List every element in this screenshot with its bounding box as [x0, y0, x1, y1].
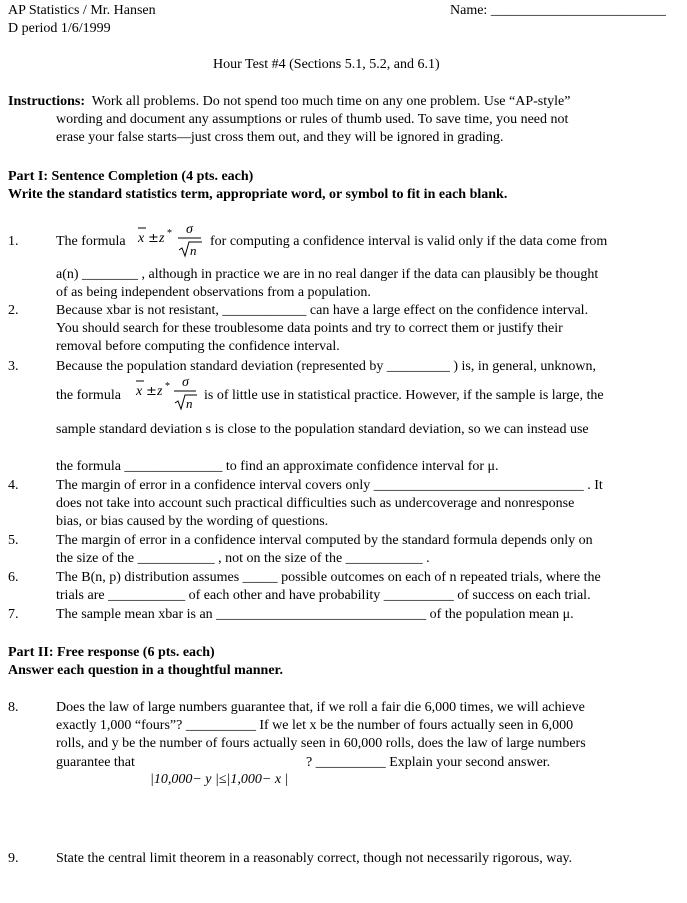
course-title: AP Statistics / Mr. Hansen — [8, 3, 156, 18]
q2-line2: You should search for these troublesome data points and try to correct them or justify their — [56, 321, 563, 336]
q8-line2: exactly 1,000 “fours”? __________ If we let x be the number of fours actually seen in 6,000 — [56, 718, 574, 733]
q9-number: 9. — [8, 851, 19, 866]
q3-formula — [134, 375, 200, 415]
instructions-text-1: Work all problems. Do not spend too much time on any one problem. Use “AP-style” — [91, 94, 571, 109]
q6-line2: trials are ___________ of each other and have probability __________ of success on each trial. — [56, 588, 591, 603]
q3-star: * — [165, 381, 170, 392]
name-field-label: Name: _________________________ — [450, 3, 666, 18]
q2-line3: removal before computing the confidence interval. — [56, 339, 340, 354]
q8-line1: Does the law of large numbers guarantee that, if we roll a fair die 6,000 times, we will achieve — [56, 700, 585, 715]
part1-heading: Part I: Sentence Completion (4 pts. each) — [8, 169, 254, 184]
q1-formula — [136, 222, 208, 262]
q7-number: 7. — [8, 607, 19, 622]
q1-plusminus: ± — [148, 231, 159, 246]
q1-sigma: σ — [186, 222, 193, 237]
test-title: Hour Test #4 (Sections 5.1, 5.2, and 6.1) — [213, 57, 440, 72]
instructions-line2: wording and document any assumptions or rules of thumb used. To save time, you need not — [56, 112, 569, 127]
q3-sigma: σ — [182, 375, 189, 390]
q9-line1: State the central limit theorem in a reasonably correct, though not necessarily rigorous, way. — [56, 851, 573, 866]
part2-heading: Part II: Free response (6 pts. each) — [8, 645, 215, 660]
q1-number: 1. — [8, 234, 19, 249]
q8-line4-pre: guarantee that — [56, 755, 135, 770]
q1-line2: a(n) ________ , although in practice we are in no real danger if the data can plausibly be thought — [56, 267, 599, 282]
period-date: D period 1/6/1999 — [8, 21, 111, 36]
q6-line1: The B(n, p) distribution assumes _____ possible outcomes on each of n repeated trials, where the — [56, 570, 601, 585]
q3-pre: the formula — [56, 388, 121, 403]
q1-line3: of as being independent observations from a population. — [56, 285, 371, 300]
q1-star: * — [167, 228, 172, 239]
instructions-line3: erase your false starts—just cross them out, and they will be ignored in grading. — [56, 130, 504, 145]
q4-line1: The margin of error in a confidence interval covers only ______________________________ . It — [56, 478, 603, 493]
instructions-label: Instructions: — [8, 94, 86, 109]
q8-number: 8. — [8, 700, 19, 715]
q1-line1 — [56, 233, 126, 251]
q8-line3: rolls, and y be the number of fours actually seen in 60,000 rolls, does the law of large numbers — [56, 736, 586, 751]
part1-subheading: Write the standard statistics term, appropriate word, or symbol to fit in each blank. — [8, 187, 508, 202]
q8-inequality: |10,000− y |≤|1,000− x | — [150, 772, 289, 787]
q1-pre: The formula — [56, 234, 126, 249]
q8-line4-post: ? __________ Explain your second answer. — [306, 755, 551, 770]
q1-post: for computing a confidence interval is valid only if the data come from — [210, 234, 608, 249]
q4-line3: bias, or bias caused by the wording of questions. — [56, 514, 329, 529]
q5-line2: the size of the ___________ , not on the size of the ___________ . — [56, 551, 430, 566]
q4-line2: does not take into account such practical difficulties such as undercoverage and nonresponse — [56, 496, 575, 511]
q3-line1: Because the population standard deviation (represented by _________ ) is, in general, unknown, — [56, 359, 597, 374]
q1-z: z — [159, 231, 165, 246]
q5-line1: The margin of error in a confidence interval computed by the standard formula depends only on — [56, 533, 593, 548]
q3-n: n — [186, 396, 193, 411]
q3-plusminus: ± — [146, 384, 157, 399]
q2-number: 2. — [8, 303, 19, 318]
q7-line1: The sample mean xbar is an ______________________________ of the population mean μ. — [56, 607, 574, 622]
q3-post: is of little use in statistical practice. However, if the sample is large, the — [204, 388, 604, 403]
part2-subheading: Answer each question in a thoughtful manner. — [8, 663, 283, 678]
q3-line4: the formula ______________ to find an approximate confidence interval for μ. — [56, 459, 499, 474]
q5-number: 5. — [8, 533, 19, 548]
q1-n: n — [190, 243, 197, 258]
q2-line1: Because xbar is not resistant, ____________ can have a large effect on the confidence interval. — [56, 303, 589, 318]
q3-xbar: x — [136, 384, 143, 399]
q3-number: 3. — [8, 359, 19, 374]
q6-number: 6. — [8, 570, 19, 585]
q3-z: z — [157, 384, 163, 399]
q1-xbar: x — [138, 231, 145, 246]
q4-number: 4. — [8, 478, 19, 493]
q3-line3: sample standard deviation s is close to the population standard deviation, so we can instead use — [56, 422, 589, 437]
instructions-line1 — [8, 93, 570, 111]
